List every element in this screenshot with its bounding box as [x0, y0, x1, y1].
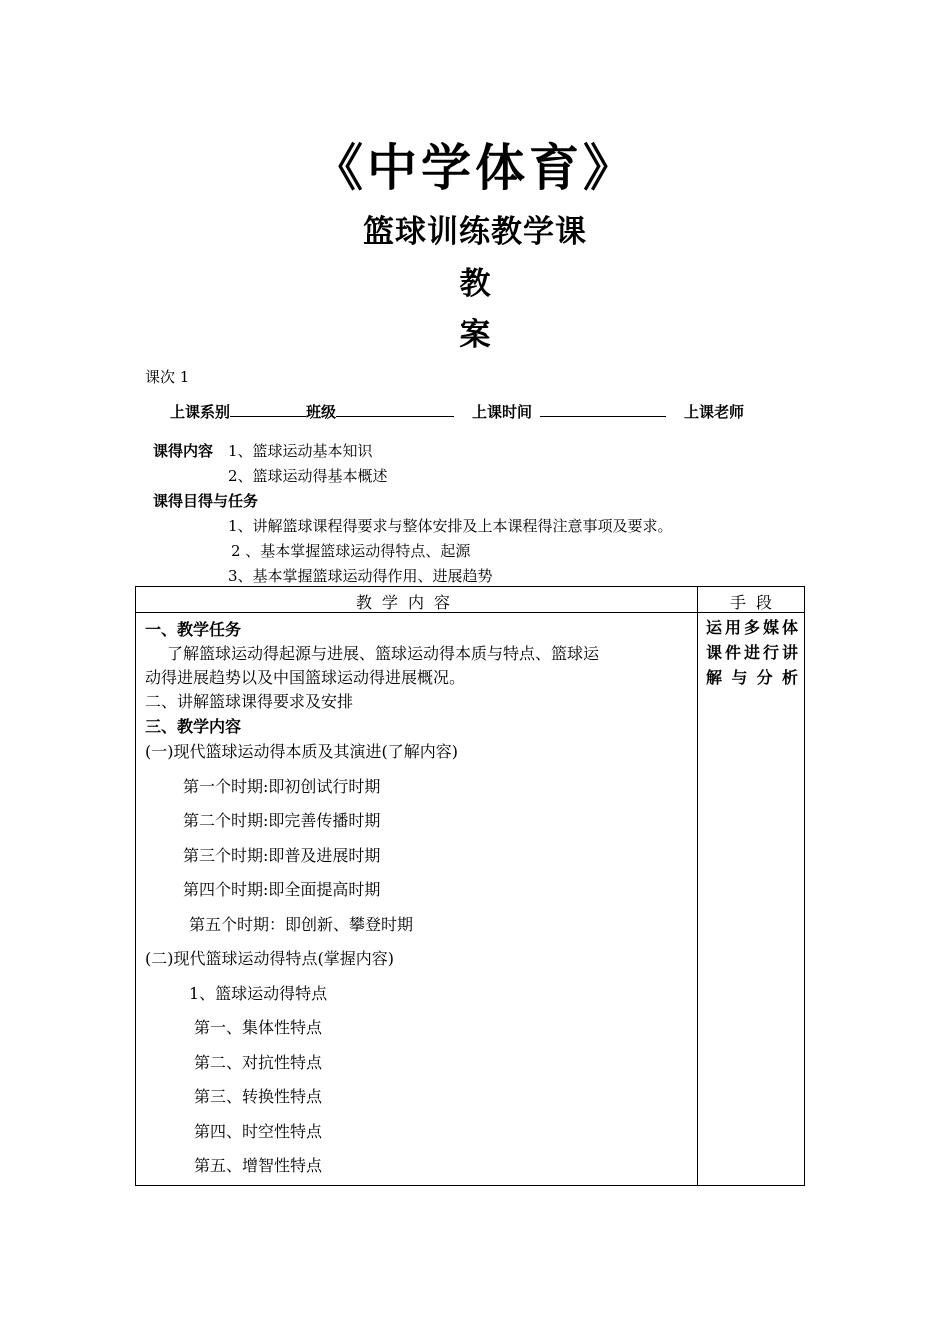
feature-2: 第二、对抗性特点	[194, 1053, 323, 1072]
class-blank	[336, 402, 454, 417]
period-1: 第一个时期:即初创试行时期	[183, 777, 381, 796]
column-divider	[697, 587, 698, 1185]
content-item-1: 1、篮球运动基本知识	[228, 442, 373, 460]
teaching-task-text-1: 了解篮球运动得起源与进展、篮球运动得本质与特点、篮球运	[167, 644, 600, 663]
goal-item-2: 2 、基本掌握篮球运动得特点、起源	[231, 542, 471, 560]
header-divider	[136, 612, 804, 613]
content-item-2: 2、篮球运动得基本概述	[228, 467, 388, 485]
teacher-label: 上课老师	[684, 403, 745, 421]
teaching-task-text-2: 动得进展趋势以及中国篮球运动得进展概况。	[145, 668, 466, 687]
goal-item-1: 1、讲解篮球课程得要求与整体安排及上本课程得注意事项及要求。	[228, 517, 673, 535]
subsection-nature-evolution: (一)现代篮球运动得本质及其演进(了解内容)	[145, 742, 458, 761]
content-label: 课得内容	[153, 442, 214, 460]
period-3: 第三个时期:即普及进展时期	[183, 846, 381, 865]
subsection-features: (二)现代篮球运动得特点(掌握内容)	[145, 949, 394, 968]
goals-label: 课得目得与任务	[153, 492, 259, 510]
feature-4: 第四、时空性特点	[194, 1122, 323, 1141]
document-subtitle: 篮球训练教学课	[363, 214, 587, 250]
feature-heading: 1、篮球运动得特点	[189, 984, 328, 1003]
feature-3: 第三、转换性特点	[194, 1087, 323, 1106]
class-info-bar	[170, 401, 744, 422]
class-label: 班级	[306, 403, 337, 421]
section-teaching-content: 三、教学内容	[145, 717, 242, 736]
department-blank	[230, 402, 306, 417]
department-label: 上课系别	[170, 403, 231, 421]
section-teaching-task: 一、教学任务	[145, 620, 242, 639]
document-title-line-3: 教	[459, 266, 491, 302]
header-means: 手段	[730, 593, 783, 612]
document-title-line-4: 案	[459, 317, 491, 353]
header-teaching-content: 教学内容	[356, 593, 461, 612]
section-course-requirements: 二、讲解篮球课得要求及安排	[145, 692, 354, 711]
feature-1: 第一、集体性特点	[194, 1018, 323, 1037]
period-4: 第四个时期:即全面提高时期	[183, 880, 381, 899]
period-2: 第二个时期:即完善传播时期	[183, 811, 381, 830]
time-blank	[540, 402, 666, 417]
period-5: 第五个时期：即创新、攀登时期	[189, 915, 414, 934]
time-label: 上课时间	[472, 403, 533, 421]
feature-5: 第五、增智性特点	[194, 1156, 323, 1175]
lesson-number: 课次 1	[145, 368, 190, 386]
means-description: 运用多媒体课件进行讲解与分析	[706, 618, 798, 687]
teaching-content-table	[135, 586, 805, 1186]
goal-item-3: 3、基本掌握篮球运动得作用、进展趋势	[228, 567, 493, 585]
document-title: 《中学体育》	[313, 139, 637, 197]
